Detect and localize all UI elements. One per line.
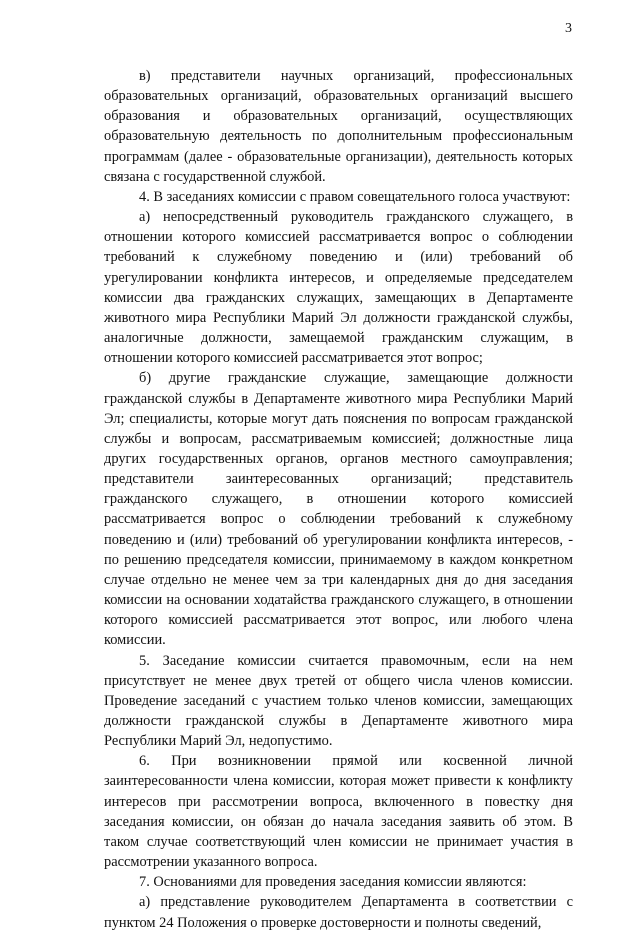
paragraph-6-conflict-of-interest: 6. При возникновении прямой или косвенной личной заинтересованности члена комиссии, которая может привести к конфликту интересов при рассмотрении вопроса, включенного в повестку дня заседания комиссии, он обязан до начала заседания заявить об этом. В таком случае соответствующий член комиссии не принимает участия в рассмотрении указанного вопроса. [104, 753, 573, 871]
document-body [104, 66, 573, 933]
paragraph-3v-educational-orgs: в) представители научных организаций, профессиональных образовательных организаций, образовательных организаций высшего образования и образовательных организаций, осуществляющих образовательную деятельность по дополнительным профессиональным программам (далее - образовательные организации), деятельность которых связана с государственной службой. [104, 68, 573, 185]
page-number: 3 [565, 21, 572, 36]
paragraph-4-advisory-participants: 4. В заседаниях комиссии с правом совещательного голоса участвуют: [139, 188, 571, 205]
paragraph-5-quorum: 5. Заседание комиссии считается правомочным, если на нем присутствует не менее двух третей от общего числа членов комиссии. Проведение заседаний с участием только членов комиссии, замещающих должности гражданской службы в Департаменте животного мира Республики Марий Эл, недопустимо. [104, 652, 573, 750]
paragraph-7a-submission: а) представление руководителем Департамента в соответствии с пунктом 24 Положения о проверке достоверности и полноты сведений, [104, 894, 573, 931]
paragraph-4b-other-participants: б) другие гражданские служащие, замещающие должности гражданской службы в Департаменте животного мира Республики Марий Эл; специалисты, которые могут дать пояснения по вопросам гражданской службы и вопросам, рассматриваемым комиссией; должностные лица других государственных органов, органов местного самоуправления; представители заинтересованных организаций; представитель гражданского служащего, в отношении которого комиссией рассматривается вопрос о соблюдении требований к служебному поведению и (или) требований об урегулировании конфликта интересов, - по решению председателя комиссии, принимаемому в каждом конкретном случае отдельно не менее чем за три календарных дня до дня заседания комиссии на основании ходатайства гражданского служащего, в отношении которого комиссией рассматривается этот вопрос, или любого члена комиссии. [104, 370, 573, 649]
paragraph-7-grounds: 7. Основаниями для проведения заседания комиссии являются: [139, 874, 527, 891]
paragraph-4a-direct-supervisor: а) непосредственный руководитель гражданского служащего, в отношении которого комиссией рассматривается вопрос о соблюдении требований к служебному поведению и (или) требований об урегулировании конфликта интересов, и определяемые председателем комиссии два гражданских служащих, замещающих в Департаменте животного мира Республики Марий Эл должности гражданской службы, аналогичные должности, замещаемой гражданским служащим, в отношении которого комиссией рассматривается этот вопрос; [104, 209, 573, 367]
